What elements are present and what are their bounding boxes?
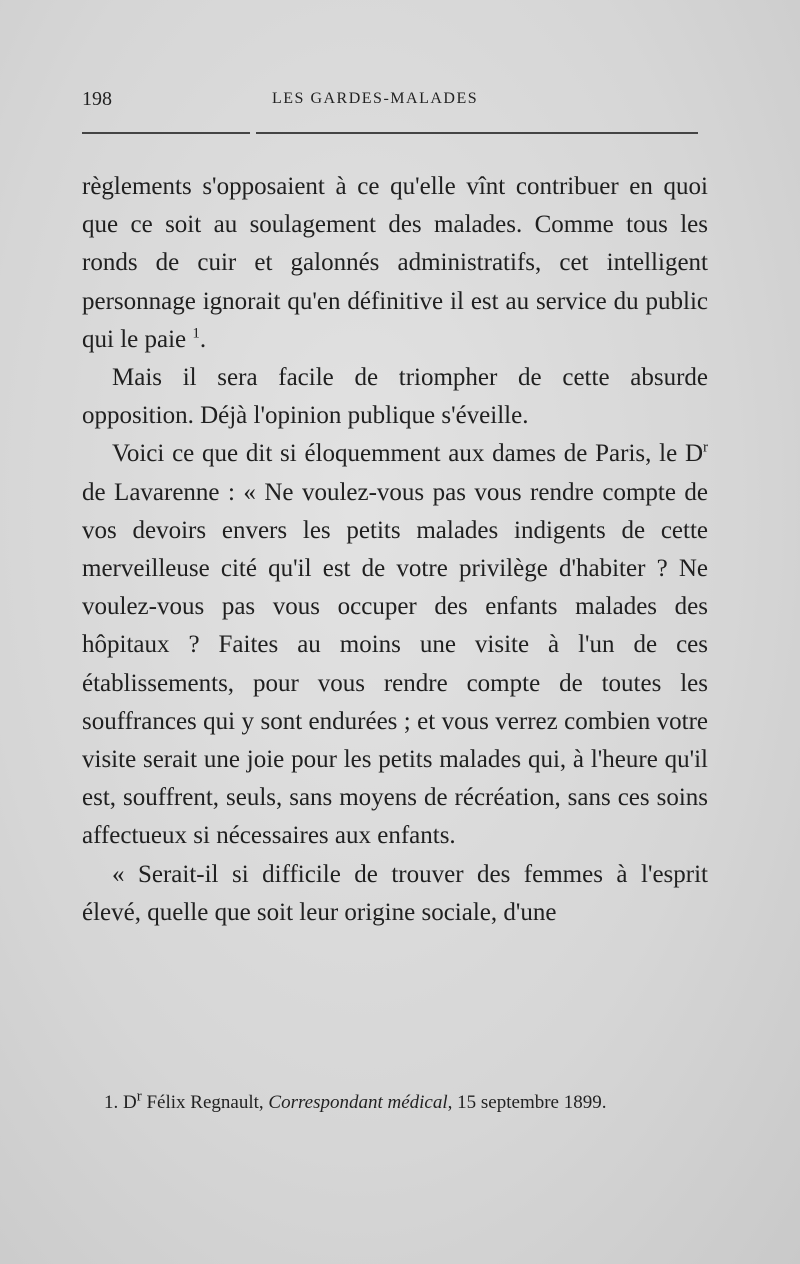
footnote-author-prefix: D: [123, 1092, 137, 1113]
footnote: [104, 1088, 724, 1114]
page-number: 198: [82, 88, 112, 110]
header-rule-left: [82, 132, 250, 134]
paragraph-2: Mais il sera facile de triompher de cette absurde opposition. Déjà l'opinion publique s'éveille.: [82, 364, 708, 430]
paragraph-3-rest: de Lavarenne : « Ne voulez-vous pas vous rendre compte de vos devoirs envers les petits malades indigents de cette merveilleuse cité qu'il est de votre privilège d'habiter ? Ne voulez-vous pas vous occuper des enfants malades des hôpitaux ? Faites au moins une visite à l'un de ces établissements, pour vous rendre compte de toutes les souffrances qui y sont endurées ; et vous verrez combien votre visite serait une joie pour les petits malades qui, à l'heure qu'il est, souffrent, seuls, sans moyens de récréation, sans ces soins affectueux si nécessaires aux enfants.: [82, 478, 708, 850]
paragraph-1-text: règlements s'opposaient à ce qu'elle vînt contribuer en quoi que ce soit au soulagement des malades. Comme tous les ronds de cuir et galonnés administratifs, cet intelligent personnage ignorait qu'en définitive il est au service du public qui le paie: [82, 173, 708, 353]
doctor-abbrev-sup: r: [703, 440, 708, 457]
footnote-publication: Correspondant médical: [268, 1092, 448, 1113]
footnote-author: Félix Regnault,: [141, 1092, 264, 1113]
paragraph-4: « Serait-il si difficile de trouver des femmes à l'esprit élevé, quelle que soit leur origine sociale, d'une: [82, 860, 708, 926]
header-rule-right: [256, 132, 698, 134]
paragraph-1: [82, 168, 708, 359]
paragraph-3-start: Voici ce que dit si éloquemment aux dames de Paris, le D: [112, 440, 703, 468]
footnote-number: 1.: [104, 1092, 119, 1113]
footnote-author-sup: r: [136, 1088, 142, 1105]
page-header: [82, 88, 702, 116]
paragraph-1-end: .: [199, 325, 207, 353]
paragraph-3: [82, 435, 708, 855]
footnote-date: , 15 septembre 1899.: [447, 1092, 607, 1113]
body-text: [82, 168, 708, 932]
footnote-reference: 1: [192, 325, 200, 342]
running-title: LES GARDES-MALADES: [272, 90, 479, 107]
